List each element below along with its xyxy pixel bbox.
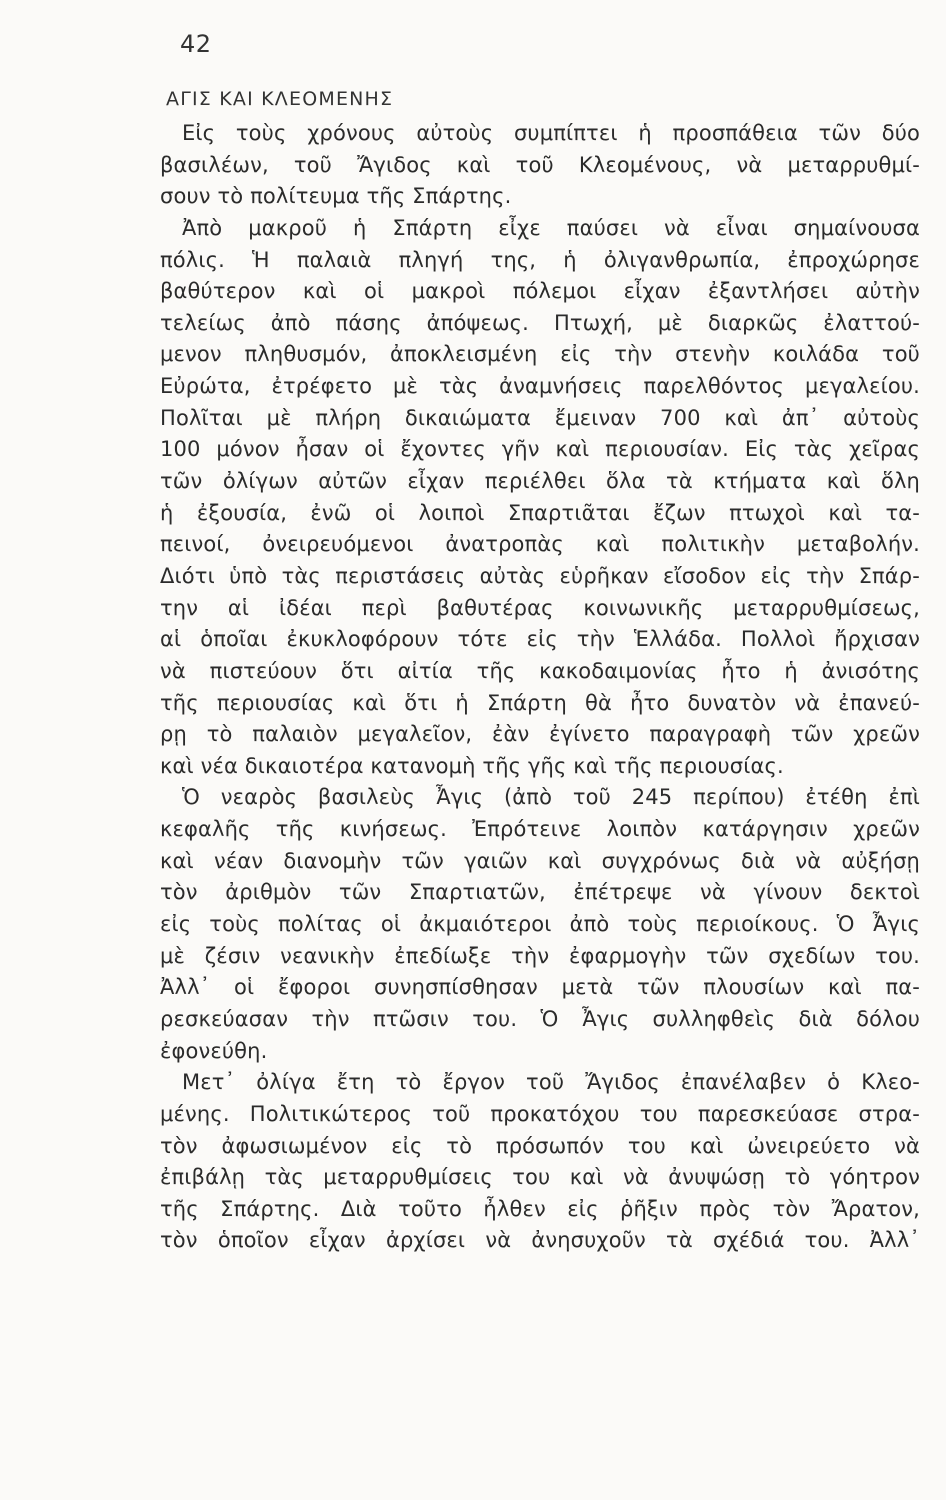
text-line: τῆς περιουσίας καὶ ὅτι ἡ Σπάρτη θὰ ἦτο δυνατὸν νὰ ἐπανεύ- (160, 690, 920, 715)
text-line: μὲ ζέσιν νεανικὴν ἐπεδίωξε τὴν ἐφαρμογὴν τῶν σχεδίων του. (160, 943, 920, 968)
text-line: Πολῖται μὲ πλήρη δικαιώματα ἔμειναν 700 καὶ ἀπ᾽ αὐτοὺς (160, 405, 920, 430)
text-line: ρῃ τὸ παλαιὸν μεγαλεῖον, ἐὰν ἐγίνετο παραγραφὴ τῶν χρεῶν (160, 722, 920, 747)
text-line: την αἱ ἰδέαι περὶ βαθυτέρας κοινωνικῆς μεταρρυθμίσεως, (160, 595, 920, 620)
text-line: Εὐρώτα, ἐτρέφετο μὲ τὰς ἀναμνήσεις παρελθόντος μεγαλείου. (160, 374, 920, 399)
text-line: καὶ νέα δικαιοτέρα κατανομὴ τῆς γῆς καὶ τῆς περιουσίας. (160, 753, 784, 778)
text-line: τῆς Σπάρτης. Διὰ τοῦτο ἦλθεν εἰς ῥῆξιν πρὸς τὸν Ἄρατον, (160, 1196, 920, 1221)
text-line: ἡ ἐξουσία, ἐνῶ οἱ λοιποὶ Σπαρτιᾶται ἔζων πτωχοὶ καὶ τα- (160, 500, 920, 525)
text-line: τὸν ἀφωσιωμένον εἰς τὸ πρόσωπόν του καὶ ὠνειρεύετο νὰ (160, 1133, 920, 1158)
text-line: κεφαλῆς τῆς κινήσεως. Ἐπρότεινε λοιπὸν κατάργησιν χρεῶν (160, 817, 920, 842)
text-line: πόλις. Ἡ παλαιὰ πληγή της, ἡ ὀλιγανθρωπία, ἐπροχώρησε (160, 247, 920, 272)
text-line: πεινοί, ὀνειρευόμενοι ἀνατροπὰς καὶ πολιτικὴν μεταβολήν. (160, 532, 920, 557)
text-line: εἰς τοὺς πολίτας οἱ ἀκμαιότεροι ἀπὸ τοὺς περιοίκους. Ὁ Ἆγις (160, 912, 920, 937)
text-line: νὰ πιστεύουν ὅτι αἰτία τῆς κακοδαιμονίας ἦτο ἡ ἀνισότης (160, 658, 920, 683)
text-line: μένης. Πολιτικώτερος τοῦ προκατόχου του παρεσκεύασε στρα- (160, 1101, 920, 1126)
text-line: καὶ νέαν διανομὴν τῶν γαιῶν καὶ συγχρόνως διὰ νὰ αὐξήσῃ (160, 848, 920, 873)
text-line: τὸν ὁποῖον εἶχαν ἀρχίσει νὰ ἀνησυχοῦν τὰ σχέδιά του. Ἀλλ᾽ (160, 1228, 920, 1253)
text-line: 100 μόνον ἦσαν οἱ ἔχοντες γῆν καὶ περιουσίαν. Εἰς τὰς χεῖρας (160, 437, 920, 462)
body-text (160, 118, 920, 1257)
text-line: βαθύτερον καὶ οἱ μακροὶ πόλεμοι εἶχαν ἐξαντλήσει αὐτὴν (160, 279, 920, 304)
text-line: Εἰς τοὺς χρόνους αὐτοὺς συμπίπτει ἡ προσπάθεια τῶν δύο (182, 121, 920, 145)
text-line: ἐπιβάλῃ τὰς μεταρρυθμίσεις του καὶ νὰ ἀνυψώσῃ τὸ γόητρον (160, 1165, 920, 1190)
text-line: βασιλέων, τοῦ Ἄγιδος καὶ τοῦ Κλεομένους, νὰ μεταρρυθμί- (160, 152, 920, 177)
text-line: σουν τὸ πολίτευμα τῆς Σπάρτης. (160, 184, 512, 209)
text-line: Ὁ νεαρὸς βασιλεὺς Ἆγις (ἀπὸ τοῦ 245 περίπου) ἐτέθη ἐπὶ (182, 785, 920, 810)
text-line: τὸν ἀριθμὸν τῶν Σπαρτιατῶν, ἐπέτρεψε νὰ γίνουν δεκτοὶ (160, 880, 920, 905)
text-line: Μετ᾽ ὀλίγα ἔτη τὸ ἔργον τοῦ Ἄγιδος ἐπανέλαβεν ὁ Κλεο- (182, 1070, 920, 1095)
text-line: μενον πληθυσμόν, ἀποκλεισμένη εἰς τὴν στενὴν κοιλάδα τοῦ (160, 342, 920, 367)
text-line: αἱ ὁποῖαι ἐκυκλοφόρουν τότε εἰς τὴν Ἑλλάδα. Πολλοὶ ἤρχισαν (160, 627, 920, 652)
text-line: Ἀπὸ μακροῦ ἡ Σπάρτη εἶχε παύσει νὰ εἶναι σημαίνουσα (182, 215, 920, 240)
page-number: 42 (180, 30, 212, 58)
text-line: ρεσκεύασαν τὴν πτῶσιν του. Ὁ Ἆγις συλληφθεὶς διὰ δόλου (160, 1006, 920, 1031)
text-line: τελείως ἀπὸ πάσης ἀπόψεως. Πτωχή, μὲ διαρκῶς ἐλαττού- (160, 310, 920, 335)
text-line: ἐφονεύθη. (160, 1038, 268, 1063)
running-head: ΑΓΙΣ ΚΑΙ ΚΛΕΟΜΕΝΗΣ (166, 88, 394, 110)
text-line: Διότι ὑπὸ τὰς περιστάσεις αὐτὰς εὑρῆκαν εἴσοδον εἰς τὴν Σπάρ- (160, 563, 920, 588)
text-line: τῶν ὀλίγων αὐτῶν εἶχαν περιέλθει ὅλα τὰ κτήματα καὶ ὅλη (160, 469, 920, 494)
text-line: Ἀλλ᾽ οἱ ἔφοροι συνησπίσθησαν μετὰ τῶν πλουσίων καὶ πα- (160, 975, 920, 1000)
